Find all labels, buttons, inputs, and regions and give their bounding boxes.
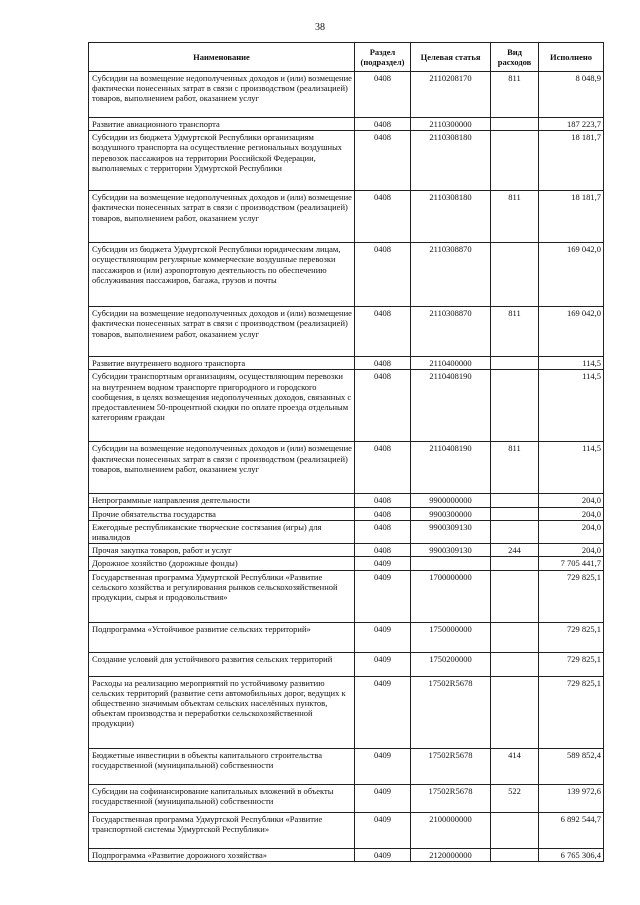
row-article: 2120000000 xyxy=(411,848,491,861)
row-article: 2110308870 xyxy=(411,243,491,307)
row-section: 0408 xyxy=(355,357,411,370)
row-article: 2100000000 xyxy=(411,812,491,848)
row-name: Субсидии на возмещение недополученных доходов и (или) возмещение фактически понесенных затрат в связи с производством (реализацией) товаров, выполнением работ, оказанием услуг xyxy=(89,72,355,118)
row-type xyxy=(491,494,539,507)
row-name: Субсидии на софинансирование капитальных вложений в объекты государственной (муниципальной) собственности xyxy=(89,784,355,812)
row-section: 0409 xyxy=(355,557,411,570)
table-row xyxy=(89,848,604,861)
row-name: Субсидии из бюджета Удмуртской Республики организациям воздушного транспорта на осуществление региональных воздушных перевозок пассажиров на территории Российской Федерации, выполняемых с территории Удмуртской Республики xyxy=(89,131,355,191)
table-row xyxy=(89,544,604,557)
row-amount: 729 825,1 xyxy=(539,676,604,748)
table-row xyxy=(89,507,604,520)
row-article: 17502R5678 xyxy=(411,784,491,812)
row-amount: 114,5 xyxy=(539,370,604,442)
row-name: Непрограммные направления деятельности xyxy=(89,494,355,507)
row-type: 811 xyxy=(491,307,539,357)
row-section: 0409 xyxy=(355,652,411,676)
row-section: 0408 xyxy=(355,544,411,557)
table-row xyxy=(89,812,604,848)
row-name: Развитие внутреннего водного транспорта xyxy=(89,357,355,370)
row-amount: 114,5 xyxy=(539,442,604,494)
row-section: 0408 xyxy=(355,370,411,442)
row-name: Субсидии на возмещение недополученных доходов и (или) возмещение фактически понесенных затрат в связи с производством (реализацией) товаров, выполнением работ, оказанием услуг xyxy=(89,191,355,243)
row-type: 414 xyxy=(491,748,539,784)
row-amount: 204,0 xyxy=(539,494,604,507)
row-section: 0409 xyxy=(355,622,411,652)
row-amount: 139 972,6 xyxy=(539,784,604,812)
row-section: 0409 xyxy=(355,848,411,861)
row-name: Прочая закупка товаров, работ и услуг xyxy=(89,544,355,557)
table-row xyxy=(89,357,604,370)
table-header-row xyxy=(89,43,604,72)
table-row xyxy=(89,442,604,494)
row-amount: 18 181,7 xyxy=(539,191,604,243)
row-name: Подпрограмма «Устойчивое развитие сельских территорий» xyxy=(89,622,355,652)
table-row xyxy=(89,494,604,507)
table-row xyxy=(89,243,604,307)
row-article: 1750200000 xyxy=(411,652,491,676)
row-name: Бюджетные инвестиции в объекты капитального строительства государственной (муниципальной) собственности xyxy=(89,748,355,784)
row-article: 2110408190 xyxy=(411,442,491,494)
row-name: Дорожное хозяйство (дорожные фонды) xyxy=(89,557,355,570)
row-name: Расходы на реализацию мероприятий по устойчивому развитию сельских территорий (развитие сети автомобильных дорог, ведущих к общественно значимым объектам сельских населённых пунктов, объектам производства и переработки сельскохозяйственной продукции) xyxy=(89,676,355,748)
row-amount: 729 825,1 xyxy=(539,652,604,676)
budget-table xyxy=(88,42,604,862)
table-row xyxy=(89,307,604,357)
row-section: 0408 xyxy=(355,118,411,131)
row-name: Развитие авиационного транспорта xyxy=(89,118,355,131)
table-row xyxy=(89,652,604,676)
row-name: Государственная программа Удмуртской Республики «Развитие транспортной системы Удмуртской Республики» xyxy=(89,812,355,848)
row-section: 0409 xyxy=(355,570,411,622)
row-type: 811 xyxy=(491,72,539,118)
row-name: Субсидии на возмещение недополученных доходов и (или) возмещение фактически понесенных затрат в связи с производством (реализацией) товаров, выполнением работ, оказанием услуг xyxy=(89,442,355,494)
row-type xyxy=(491,520,539,543)
row-article: 2110408190 xyxy=(411,370,491,442)
row-article: 1700000000 xyxy=(411,570,491,622)
row-section: 0408 xyxy=(355,243,411,307)
row-amount: 7 705 441,7 xyxy=(539,557,604,570)
row-amount: 18 181,7 xyxy=(539,131,604,191)
table-row xyxy=(89,622,604,652)
row-article: 9900309130 xyxy=(411,520,491,543)
row-section: 0408 xyxy=(355,507,411,520)
row-article: 2110400000 xyxy=(411,357,491,370)
table-row xyxy=(89,748,604,784)
row-type: 522 xyxy=(491,784,539,812)
header-name: Наименование xyxy=(89,43,355,72)
row-article: 9900000000 xyxy=(411,494,491,507)
row-section: 0409 xyxy=(355,748,411,784)
row-type xyxy=(491,622,539,652)
row-article: 17502R5678 xyxy=(411,748,491,784)
row-type xyxy=(491,557,539,570)
row-amount: 204,0 xyxy=(539,544,604,557)
table-row xyxy=(89,676,604,748)
row-name: Прочие обязательства государства xyxy=(89,507,355,520)
row-amount: 589 852,4 xyxy=(539,748,604,784)
row-article: 2110308180 xyxy=(411,191,491,243)
row-name: Подпрограмма «Развитие дорожного хозяйства» xyxy=(89,848,355,861)
row-section: 0408 xyxy=(355,72,411,118)
row-section: 0408 xyxy=(355,520,411,543)
table-row xyxy=(89,118,604,131)
row-article: 2110300000 xyxy=(411,118,491,131)
row-amount: 8 048,9 xyxy=(539,72,604,118)
row-article xyxy=(411,557,491,570)
row-type xyxy=(491,370,539,442)
row-amount: 187 223,7 xyxy=(539,118,604,131)
table-row xyxy=(89,131,604,191)
row-type xyxy=(491,357,539,370)
row-type xyxy=(491,676,539,748)
row-type xyxy=(491,243,539,307)
row-section: 0409 xyxy=(355,676,411,748)
header-type: Вид расходов xyxy=(491,43,539,72)
row-section: 0408 xyxy=(355,191,411,243)
row-name: Субсидии транспортным организациям, осуществляющим перевозки на внутреннем водном транспорте пригородного и городского сообщения, в целях возмещения недополученных доходов, связанных с предоставлением 50-процентной скидки по оплате проезда отдельным категориям граждан xyxy=(89,370,355,442)
row-article: 2110308870 xyxy=(411,307,491,357)
row-amount: 6 892 544,7 xyxy=(539,812,604,848)
table-row xyxy=(89,191,604,243)
row-article: 17502R5678 xyxy=(411,676,491,748)
row-section: 0408 xyxy=(355,494,411,507)
row-section: 0408 xyxy=(355,442,411,494)
row-article: 9900309130 xyxy=(411,544,491,557)
row-amount: 114,5 xyxy=(539,357,604,370)
row-section: 0408 xyxy=(355,307,411,357)
row-name: Создание условий для устойчивого развития сельских территорий xyxy=(89,652,355,676)
row-type xyxy=(491,507,539,520)
row-type: 811 xyxy=(491,191,539,243)
row-amount: 729 825,1 xyxy=(539,570,604,622)
row-amount: 729 825,1 xyxy=(539,622,604,652)
row-amount: 169 042,0 xyxy=(539,307,604,357)
row-type: 811 xyxy=(491,442,539,494)
row-article: 1750000000 xyxy=(411,622,491,652)
row-section: 0409 xyxy=(355,812,411,848)
table-row xyxy=(89,570,604,622)
row-section: 0409 xyxy=(355,784,411,812)
row-type xyxy=(491,118,539,131)
table-row xyxy=(89,784,604,812)
row-type xyxy=(491,812,539,848)
table-row xyxy=(89,72,604,118)
row-article: 2110308180 xyxy=(411,131,491,191)
header-article: Целевая статья xyxy=(411,43,491,72)
table-row xyxy=(89,370,604,442)
row-article: 2110208170 xyxy=(411,72,491,118)
row-amount: 169 042,0 xyxy=(539,243,604,307)
row-name: Ежегодные республиканские творческие состязания (игры) для инвалидов xyxy=(89,520,355,543)
table-row xyxy=(89,557,604,570)
row-type xyxy=(491,131,539,191)
row-amount: 204,0 xyxy=(539,507,604,520)
row-name: Субсидии на возмещение недополученных доходов и (или) возмещение фактически понесенных затрат в связи с производством (реализацией) товаров, выполнением работ, оказанием услуг xyxy=(89,307,355,357)
page-number: 38 xyxy=(315,22,325,33)
row-amount: 6 765 306,4 xyxy=(539,848,604,861)
row-type xyxy=(491,652,539,676)
header-section: Раздел (подраздел) xyxy=(355,43,411,72)
row-type: 244 xyxy=(491,544,539,557)
row-type xyxy=(491,848,539,861)
header-amount: Исполнено xyxy=(539,43,604,72)
row-name: Государственная программа Удмуртской Республики «Развитие сельского хозяйства и регулирования рынков сельскохозяйственной продукции, сырья и продовольствия» xyxy=(89,570,355,622)
row-name: Субсидии из бюджета Удмуртской Республики юридическим лицам, осуществляющим регулярные коммерческие воздушные перевозки пассажиров и (или) аэропортовую деятельность по обеспечению обслуживания пассажиров, багажа, грузов и почты xyxy=(89,243,355,307)
table-row xyxy=(89,520,604,543)
row-amount: 204,0 xyxy=(539,520,604,543)
row-section: 0408 xyxy=(355,131,411,191)
row-article: 9900300000 xyxy=(411,507,491,520)
row-type xyxy=(491,570,539,622)
